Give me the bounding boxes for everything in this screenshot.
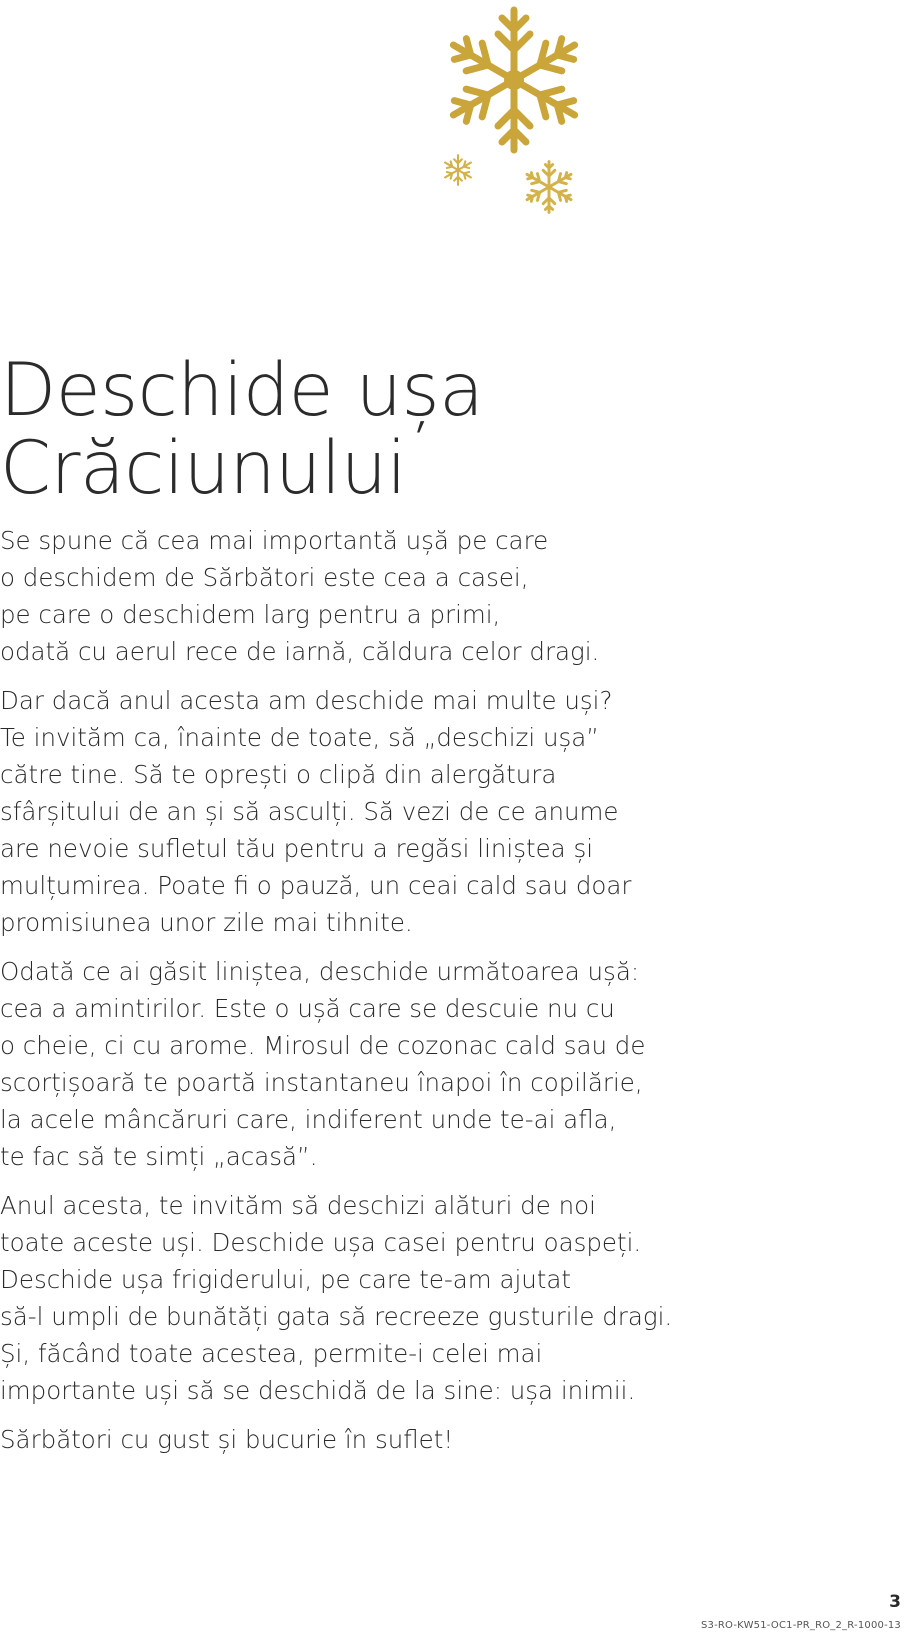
- text-line: toate aceste uși. Deschide ușa casei pentru oaspeți.: [0, 1228, 642, 1257]
- text-line: te fac să te simți „acasă”.: [0, 1142, 318, 1171]
- snowflake-icon: [441, 153, 475, 187]
- text-line: pe care o deschidem larg pentru a primi,: [0, 600, 501, 629]
- text-line: scorțișoară te poartă instantaneu înapoi în copilărie,: [0, 1068, 643, 1097]
- footer-code: S3-RO-KW51-OC1-PR_RO_2_R-1000-13: [700, 1620, 901, 1631]
- title-line: Deschide ușa: [0, 348, 484, 433]
- text-line: o cheie, ci cu arome. Mirosul de cozonac cald sau de: [0, 1031, 646, 1060]
- title-line: Crăciunului: [0, 426, 407, 511]
- text-line: Dar dacă anul acesta am deschide mai multe uși?: [0, 686, 613, 715]
- paragraph: [0, 522, 740, 670]
- text-line: către tine. Să te oprești o clipă din alergătura: [0, 760, 557, 789]
- page-number: 3: [889, 1592, 901, 1612]
- text-line: promisiunea unor zile mai tihnite.: [0, 908, 413, 937]
- page-title: [0, 348, 484, 511]
- text-line: Și, făcând toate acestea, permite-i celei mai: [0, 1339, 543, 1368]
- text-line: la acele mâncăruri care, indiferent unde te-ai afla,: [0, 1105, 617, 1134]
- paragraph: [0, 682, 740, 941]
- text-line: are nevoie sufletul tău pentru a regăsi liniștea și: [0, 834, 594, 863]
- snowflake-icon: [520, 158, 578, 216]
- text-line: Sărbători cu gust și bucurie în suflet!: [0, 1425, 454, 1454]
- text-line: sfârșitului de an și să asculți. Să vezi de ce anume: [0, 797, 619, 826]
- text-line: să-l umpli de bunătăți gata să recreeze gusturile dragi.: [0, 1302, 673, 1331]
- text-line: Se spune că cea mai importantă ușă pe care: [0, 526, 549, 555]
- text-line: Te invităm ca, înainte de toate, să „deschizi ușa”: [0, 723, 599, 752]
- text-line: Anul acesta, te invităm să deschizi alături de noi: [0, 1191, 596, 1220]
- snowflake-icon: [434, 0, 594, 160]
- article-body: [0, 522, 740, 1470]
- text-line: o deschidem de Sărbători este cea a casei,: [0, 563, 529, 592]
- paragraph: [0, 953, 740, 1175]
- text-line: odată cu aerul rece de iarnă, căldura celor dragi.: [0, 637, 600, 666]
- text-line: Odată ce ai găsit liniștea, deschide următoarea ușă:: [0, 957, 640, 986]
- text-line: importante uși să se deschidă de la sine: ușa inimii.: [0, 1376, 636, 1405]
- closing-line: [0, 1421, 740, 1458]
- text-line: mulțumirea. Poate fi o pauză, un ceai cald sau doar: [0, 871, 632, 900]
- paragraph: [0, 1187, 740, 1409]
- snowflake-decoration: [0, 0, 905, 240]
- text-line: cea a amintirilor. Este o ușă care se descuie nu cu: [0, 994, 615, 1023]
- text-line: Deschide ușa frigiderului, pe care te-am ajutat: [0, 1265, 572, 1294]
